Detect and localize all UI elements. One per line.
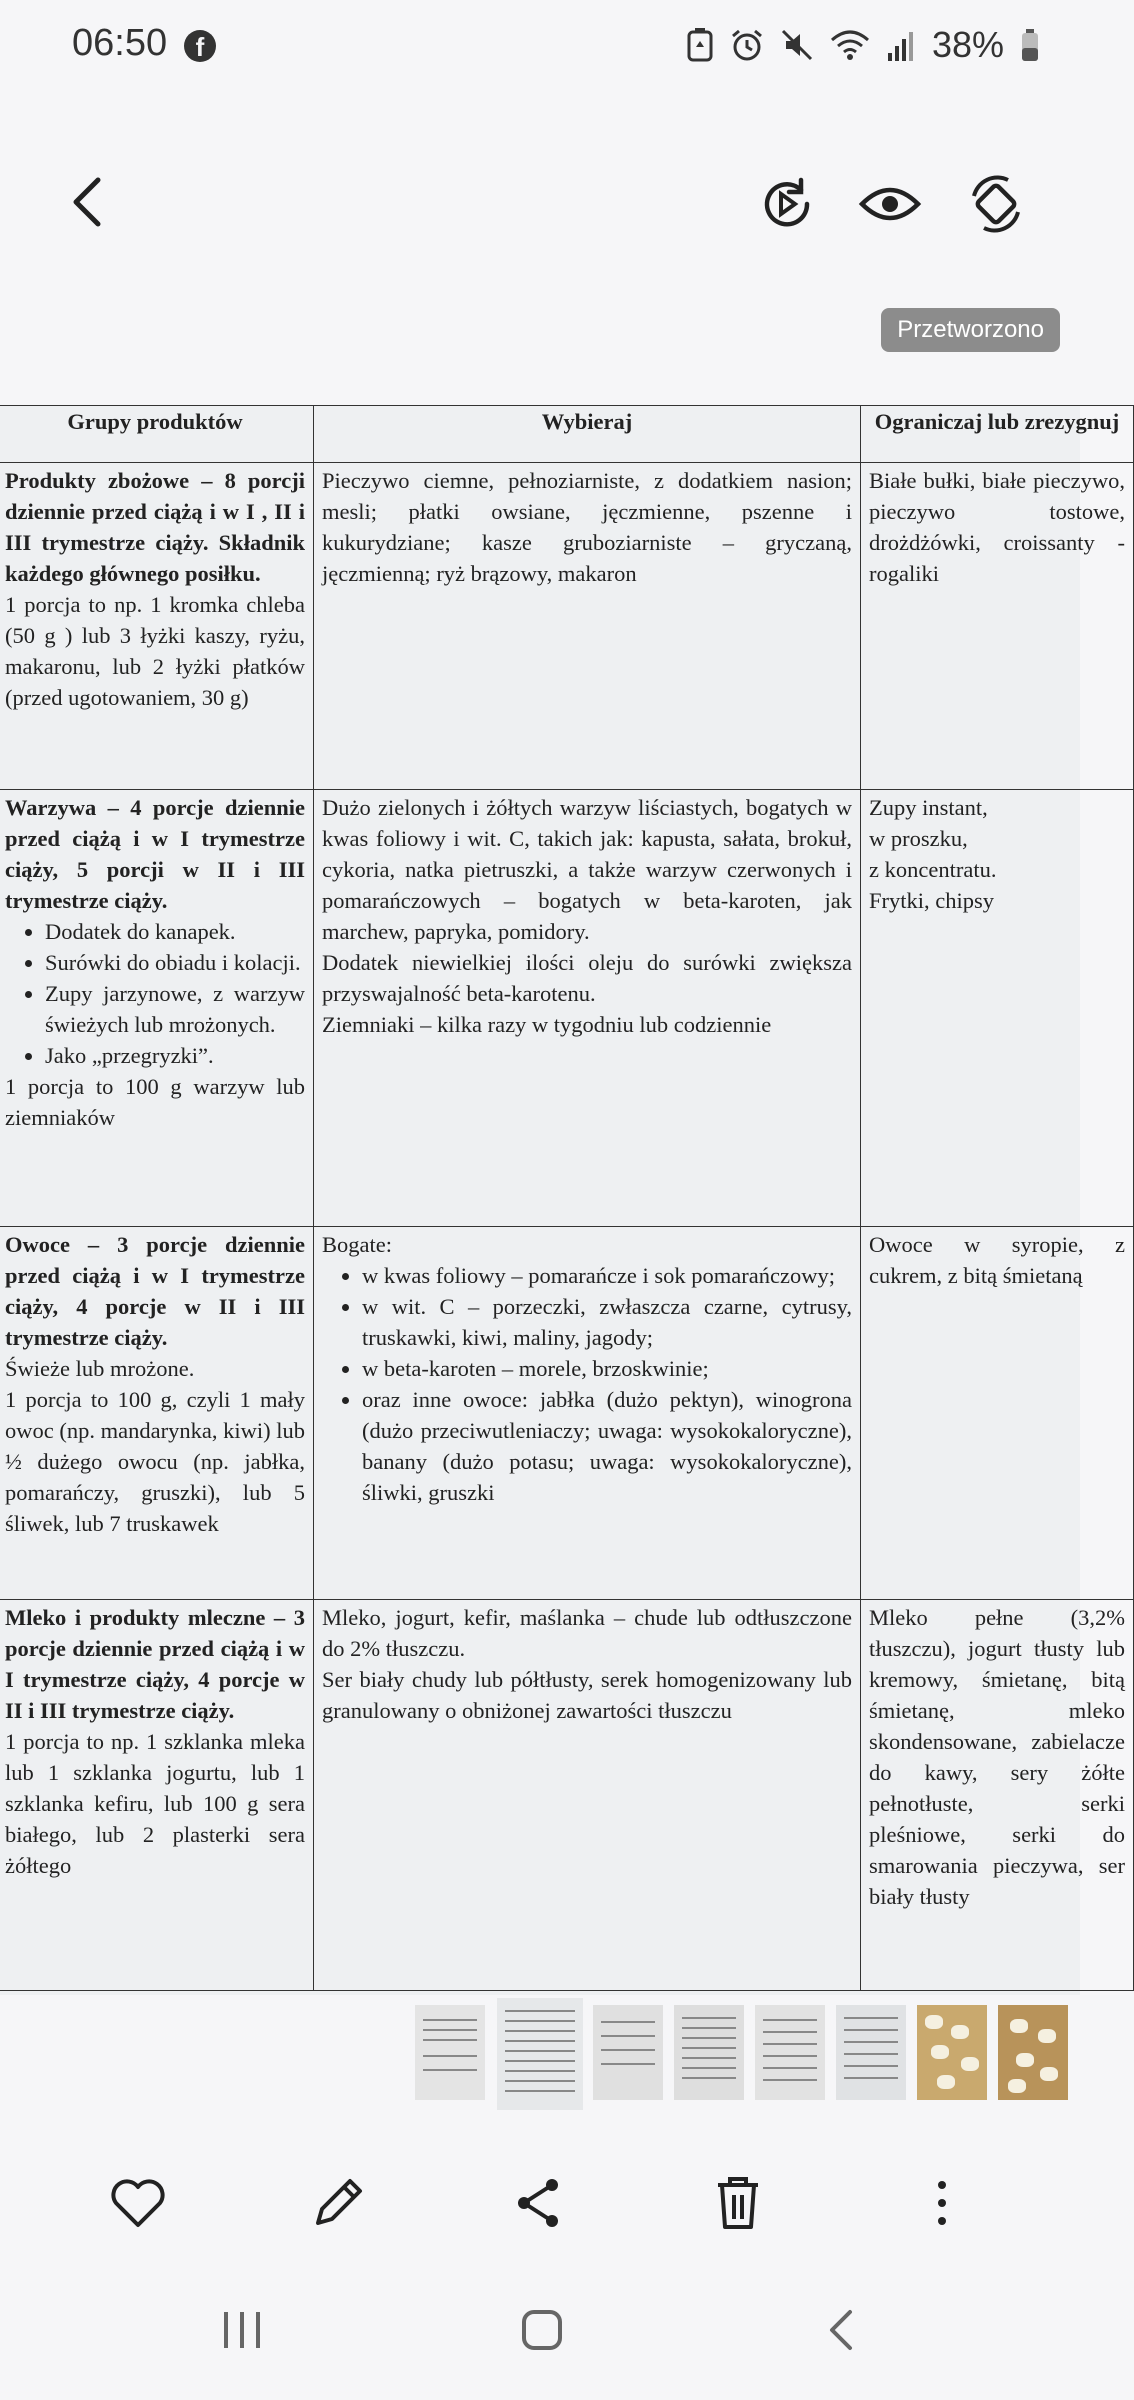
limit-line: Zupy instant, — [869, 795, 988, 820]
battery-percent: 38% — [931, 24, 1004, 65]
nav-back-icon[interactable] — [812, 2300, 872, 2360]
more-vertical-icon[interactable] — [910, 2171, 974, 2235]
system-nav-bar — [0, 2270, 1080, 2400]
eye-icon[interactable] — [858, 172, 922, 236]
list-item: • Zupy jarzynowe, z warzyw świeżych lub mrożonych. — [45, 978, 305, 1040]
recent-apps-icon[interactable] — [212, 2300, 272, 2360]
list-item: • w beta-karoten – morele, brzoskwinie; — [362, 1353, 852, 1384]
thumbnail[interactable] — [674, 2005, 744, 2100]
thumbnail[interactable] — [593, 2005, 663, 2100]
viewer-toolbar — [0, 150, 1080, 260]
header-groups: Grupy produktów — [0, 406, 314, 463]
thumbnail-photo[interactable] — [998, 2005, 1068, 2100]
trash-icon[interactable] — [706, 2171, 770, 2235]
cell-limit: Owoce w syropie, z cukrem, z bitą śmietaną — [861, 1227, 1134, 1600]
cell-limit — [861, 790, 1134, 1227]
cell-group — [0, 1600, 314, 1991]
processed-badge: Przetworzono — [881, 308, 1060, 352]
thumbnail-selected[interactable] — [497, 1998, 583, 2110]
list-item: • w wit. C – porzeczki, zwłaszcza czarne, cytrusy, truskawki, kiwi, maliny, jagody; — [362, 1291, 852, 1353]
table-row — [0, 1227, 1134, 1600]
limit-line: Frytki, chipsy — [869, 888, 995, 913]
table-row — [0, 463, 1134, 790]
thumbnail-photo[interactable] — [917, 2005, 987, 2100]
cell-limit: Mleko pełne (3,2% tłuszczu), jogurt tłusty lub kremowy, śmietanę, bitą śmietanę, mleko skondensowane, zabielacze do kawy, sery żółte pełnotłuste, serki pleśniowe, serki do smarowania pieczywa, ser biały tłusty — [861, 1600, 1134, 1991]
mute-icon — [780, 28, 814, 62]
group-title: Owoce – 3 porcje dziennie przed ciążą i w I trymestrze ciąży, 4 porcje w II i III trymestrze ciąży. — [5, 1232, 305, 1350]
group-list — [5, 916, 305, 1071]
thumbnail[interactable] — [415, 2005, 485, 2100]
wifi-icon — [830, 28, 870, 62]
signal-icon — [886, 29, 916, 61]
remaster-icon[interactable] — [755, 172, 819, 236]
cell-choose — [314, 790, 861, 1227]
status-bar — [0, 0, 1080, 96]
group-portion: 1 porcja to 100 g, czyli 1 mały owoc (np. mandarynka, kiwi) lub ½ dużego owocu (np. jabłka, pomarańczy, gruszki), lub 5 śliwek, lub 7 truskawek — [5, 1387, 305, 1536]
list-item: • Jako „przegryzki”. — [45, 1040, 305, 1071]
header-limit: Ograniczaj lub zrezygnuj — [861, 406, 1134, 463]
cell-choose: Pieczywo ciemne, pełnoziarniste, z dodatkiem nasion; mesli; płatki owsiane, jęczmienne, pszenne i kukurydziane; kasze gruboziarniste – gryczaną, jęczmienną; ryż brązowy, makaron — [314, 463, 861, 790]
group-title: Mleko i produkty mleczne – 3 porcje dziennie przed ciążą i w I trymestrze ciąży, 4 porcje w II i III trymestrze ciąży. — [5, 1605, 305, 1723]
cell-group — [0, 1227, 314, 1600]
limit-line: z koncentratu. — [869, 857, 997, 882]
back-arrow-icon[interactable] — [60, 172, 120, 232]
choose-paragraph: Ser biały chudy lub półtłusty, serek homogenizowany lub granulowany o obniżonej zawartości tłuszczu — [322, 1667, 852, 1723]
thumbnail[interactable] — [836, 2005, 906, 2100]
cell-group — [0, 463, 314, 790]
facebook-notification-icon: f — [184, 30, 216, 62]
cell-choose — [314, 1600, 861, 1991]
choose-paragraph: Ziemniaki – kilka razy w tygodniu lub codziennie — [322, 1012, 772, 1037]
home-icon[interactable] — [512, 2300, 572, 2360]
choose-paragraph: Dużo zielonych i żółtych warzyw liściastych, bogatych w kwas foliowy i wit. C, takich jak: kapusta, sałata, brokuł, cykoria, natka pietruszki, a także warzyw czerwonych i pomarańczowych – bogatych w beta-karoten, jak marchew, papryka, pomidory. — [322, 795, 852, 944]
document-image[interactable] — [0, 405, 1125, 1995]
choose-intro: Bogate: — [322, 1232, 392, 1257]
rotate-icon[interactable] — [964, 172, 1028, 236]
group-note: Świeże lub mrożone. — [5, 1356, 195, 1381]
group-title: Warzywa – 4 porcje dziennie przed ciążą i w I trymestrze ciąży, 5 porcji w II i III trymestrze ciąży. — [5, 795, 305, 913]
battery-icon — [1020, 28, 1040, 62]
header-choose: Wybieraj — [314, 406, 861, 463]
choose-paragraph: Dodatek niewielkiej ilości oleju do surówki zwiększa przyswajalność beta-karotenu. — [322, 950, 852, 1006]
list-item: • w kwas foliowy – pomarańcze i sok pomarańczowy; — [362, 1260, 852, 1291]
choose-paragraph: Mleko, jogurt, kefir, maślanka – chude lub odtłuszczone do 2% tłuszczu. — [322, 1605, 852, 1661]
thumbnail-strip — [0, 2005, 1080, 2125]
choose-list — [322, 1260, 852, 1508]
group-portion: 1 porcja to np. 1 kromka chleba (50 g ) lub 3 łyżki kaszy, ryżu, makaronu, lub 2 łyżki płatków (przed ugotowaniem, 30 g) — [5, 592, 305, 710]
status-time: 06:50 — [72, 22, 168, 64]
list-item: • oraz inne owoce: jabłka (dużo pektyn), winogrona (dużo przeciwutleniaczy; uwaga: wysokokaloryczne), banany (dużo potasu; uwaga: wysokokaloryczne), śliwki, gruszki — [362, 1384, 852, 1508]
nutrition-table — [0, 405, 1134, 1991]
cell-choose — [314, 1227, 861, 1600]
limit-line: w proszku, — [869, 826, 968, 851]
battery-saver-icon — [686, 27, 714, 63]
pencil-icon[interactable] — [306, 2171, 370, 2235]
heart-icon[interactable] — [106, 2171, 170, 2235]
group-title: Produkty zbożowe – 8 porcji dziennie przed ciążą i w I , II i III trymestrze ciąży. Składnik każdego głównego posiłku. — [5, 468, 305, 586]
share-icon[interactable] — [506, 2171, 570, 2235]
list-item: • Dodatek do kanapek. — [45, 916, 305, 947]
cell-group — [0, 790, 314, 1227]
action-bar — [0, 2155, 1080, 2255]
table-row — [0, 1600, 1134, 1991]
thumbnail[interactable] — [755, 2005, 825, 2100]
group-portion: 1 porcja to np. 1 szklanka mleka lub 1 szklanka jogurtu, lub 1 szklanka kefiru, lub 100 g sera białego, lub 2 plasterki sera żółtego — [5, 1729, 305, 1878]
group-portion: 1 porcja to 100 g warzyw lub ziemniaków — [5, 1074, 305, 1130]
table-row — [0, 790, 1134, 1227]
cell-limit: Białe bułki, białe pieczywo, pieczywo tostowe, drożdżówki, croissanty - rogaliki — [861, 463, 1134, 790]
status-icons — [686, 24, 1040, 66]
list-item: • Surówki do obiadu i kolacji. — [45, 947, 305, 978]
alarm-icon — [730, 28, 764, 62]
